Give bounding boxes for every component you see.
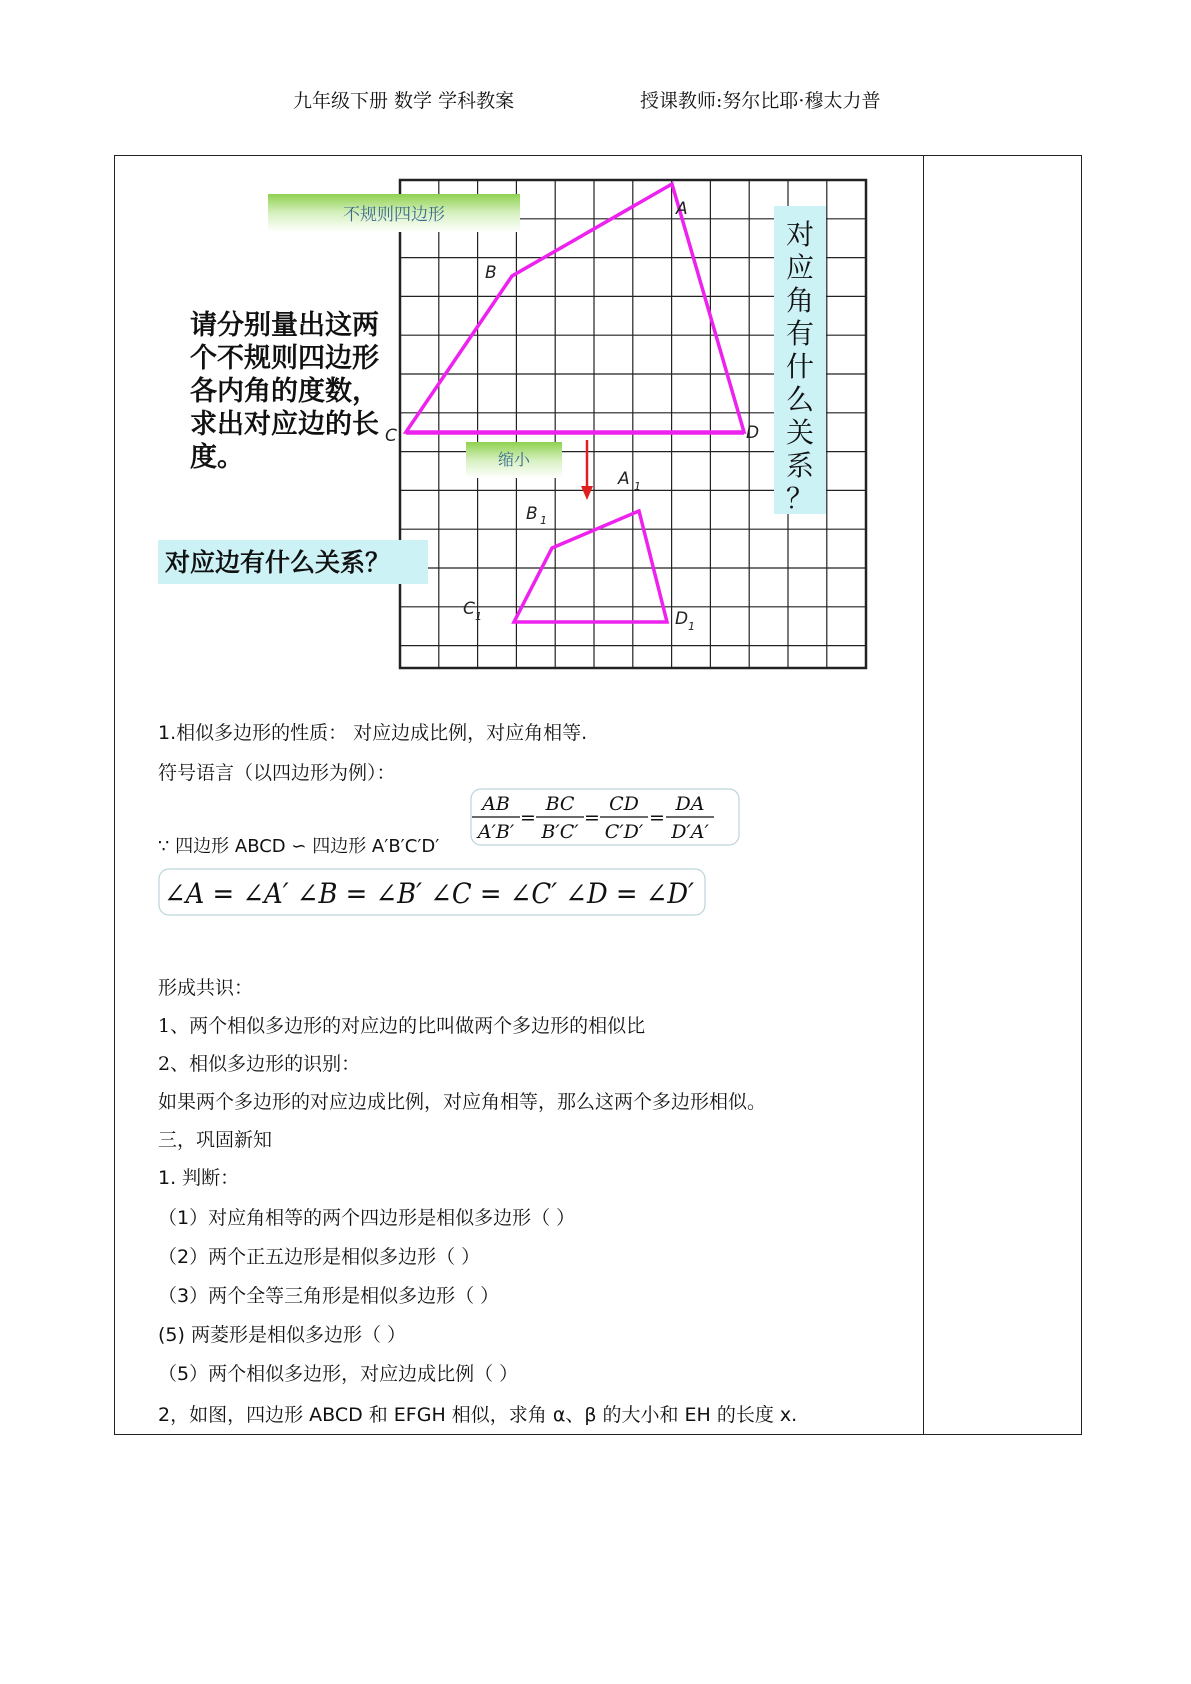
question-angles-char: 对: [785, 218, 815, 251]
label-B: B: [485, 263, 497, 283]
prompt-line-3: 各内角的度数，: [190, 376, 379, 407]
judge-item-1: （1）对应角相等的两个四边形是相似多边形（ ）: [158, 1207, 576, 1229]
given-line: ∵ 四边形 ABCD ∽ 四边形 A′B′C′D′: [158, 836, 440, 857]
judge-item-2: （2）两个正五边形是相似多边形（ ）: [158, 1246, 481, 1268]
fraction-numerator: DA: [675, 793, 705, 815]
judge-item-4: (5) 两菱形是相似多边形（ ）: [158, 1324, 406, 1346]
label-C1-sub: 1: [475, 610, 482, 623]
section-three-heading: 三，巩固新知: [158, 1129, 273, 1151]
label-D: D: [746, 423, 760, 443]
consensus-item-1: 1、两个相似多边形的对应边的比叫做两个多边形的相似比: [158, 1015, 646, 1037]
fraction-denominator: C′D′: [604, 821, 644, 843]
label-A1: A: [618, 469, 630, 489]
property-line: 1.相似多边形的性质： 对应边成比例，对应角相等.: [158, 722, 588, 744]
equals-sign: =: [649, 807, 665, 829]
fraction-denominator: B′C′: [541, 821, 579, 843]
prompt-line-5: 度。: [190, 442, 244, 473]
quadrilateral-figure: [150, 168, 870, 683]
banner-irregular-text: 不规则四边形: [343, 205, 445, 225]
label-D1-sub: 1: [688, 620, 695, 633]
fraction-denominator: A′B′: [477, 821, 515, 843]
banner-shrink-text: 缩小: [497, 450, 531, 469]
equals-sign: =: [520, 807, 536, 829]
prompt-text: [190, 310, 379, 473]
ratio-equation: [470, 788, 742, 848]
label-D1: D: [675, 609, 689, 629]
question-angles-char: 系: [785, 449, 815, 482]
label-B1: B: [526, 504, 538, 524]
callout-angles: [774, 206, 826, 515]
header-right: 授课教师:努尔比耶·穆太力普: [640, 90, 881, 112]
question-angles-char: 角: [785, 284, 815, 317]
judge-heading: 1. 判断：: [158, 1167, 240, 1189]
banner-shrink: [466, 442, 562, 478]
prompt-line-2: 个不规则四边形: [190, 343, 379, 374]
question-angles-char: 什: [785, 350, 815, 383]
banner-irregular: [268, 194, 520, 232]
label-A: A: [676, 199, 688, 219]
consensus-item-2: 2、相似多边形的识别：: [158, 1053, 361, 1075]
fraction-numerator: BC: [545, 793, 575, 815]
identification-rule: 如果两个多边形的对应边成比例，对应角相等，那么这两个多边形相似。: [158, 1091, 767, 1113]
angle-equalities: ∠A = ∠A′ ∠B = ∠B′ ∠C = ∠C′ ∠D = ∠D′: [164, 877, 695, 910]
question-sides: 对应边有什么关系？: [165, 548, 391, 577]
label-A1-sub: 1: [634, 480, 641, 493]
exercise-2: 2，如图，四边形 ABCD 和 EFGH 相似，求角 α、β 的大小和 EH 的长度 x.: [158, 1404, 798, 1426]
fraction-denominator: D′A′: [671, 821, 709, 843]
header-left: 九年级下册 数学 学科教案: [293, 90, 515, 112]
prompt-line-1: 请分别量出这两: [190, 310, 379, 341]
symbol-language-line: 符号语言（以四边形为例）：: [158, 762, 396, 784]
equals-sign: =: [584, 807, 600, 829]
callout-sides: [158, 540, 428, 584]
judge-item-3: （3）两个全等三角形是相似多边形（ ）: [158, 1285, 500, 1307]
question-angles-char: 关: [785, 416, 815, 449]
question-angles-char: 么: [785, 383, 815, 416]
angle-equation: [158, 868, 708, 918]
question-angles-char: ？: [785, 482, 815, 515]
label-C: C: [385, 426, 397, 446]
label-C1: C: [463, 599, 475, 619]
label-B1-sub: 1: [540, 514, 547, 527]
judge-item-5: （5）两个相似多边形，对应边成比例（ ）: [158, 1363, 519, 1385]
question-angles-char: 应: [785, 251, 815, 284]
column-divider: [923, 155, 924, 1435]
fraction-numerator: AB: [482, 793, 510, 815]
consensus-heading: 形成共识：: [158, 977, 254, 999]
question-angles-char: 有: [785, 317, 815, 350]
fraction-numerator: CD: [609, 793, 639, 815]
prompt-line-4: 求出对应边的长: [190, 409, 379, 440]
